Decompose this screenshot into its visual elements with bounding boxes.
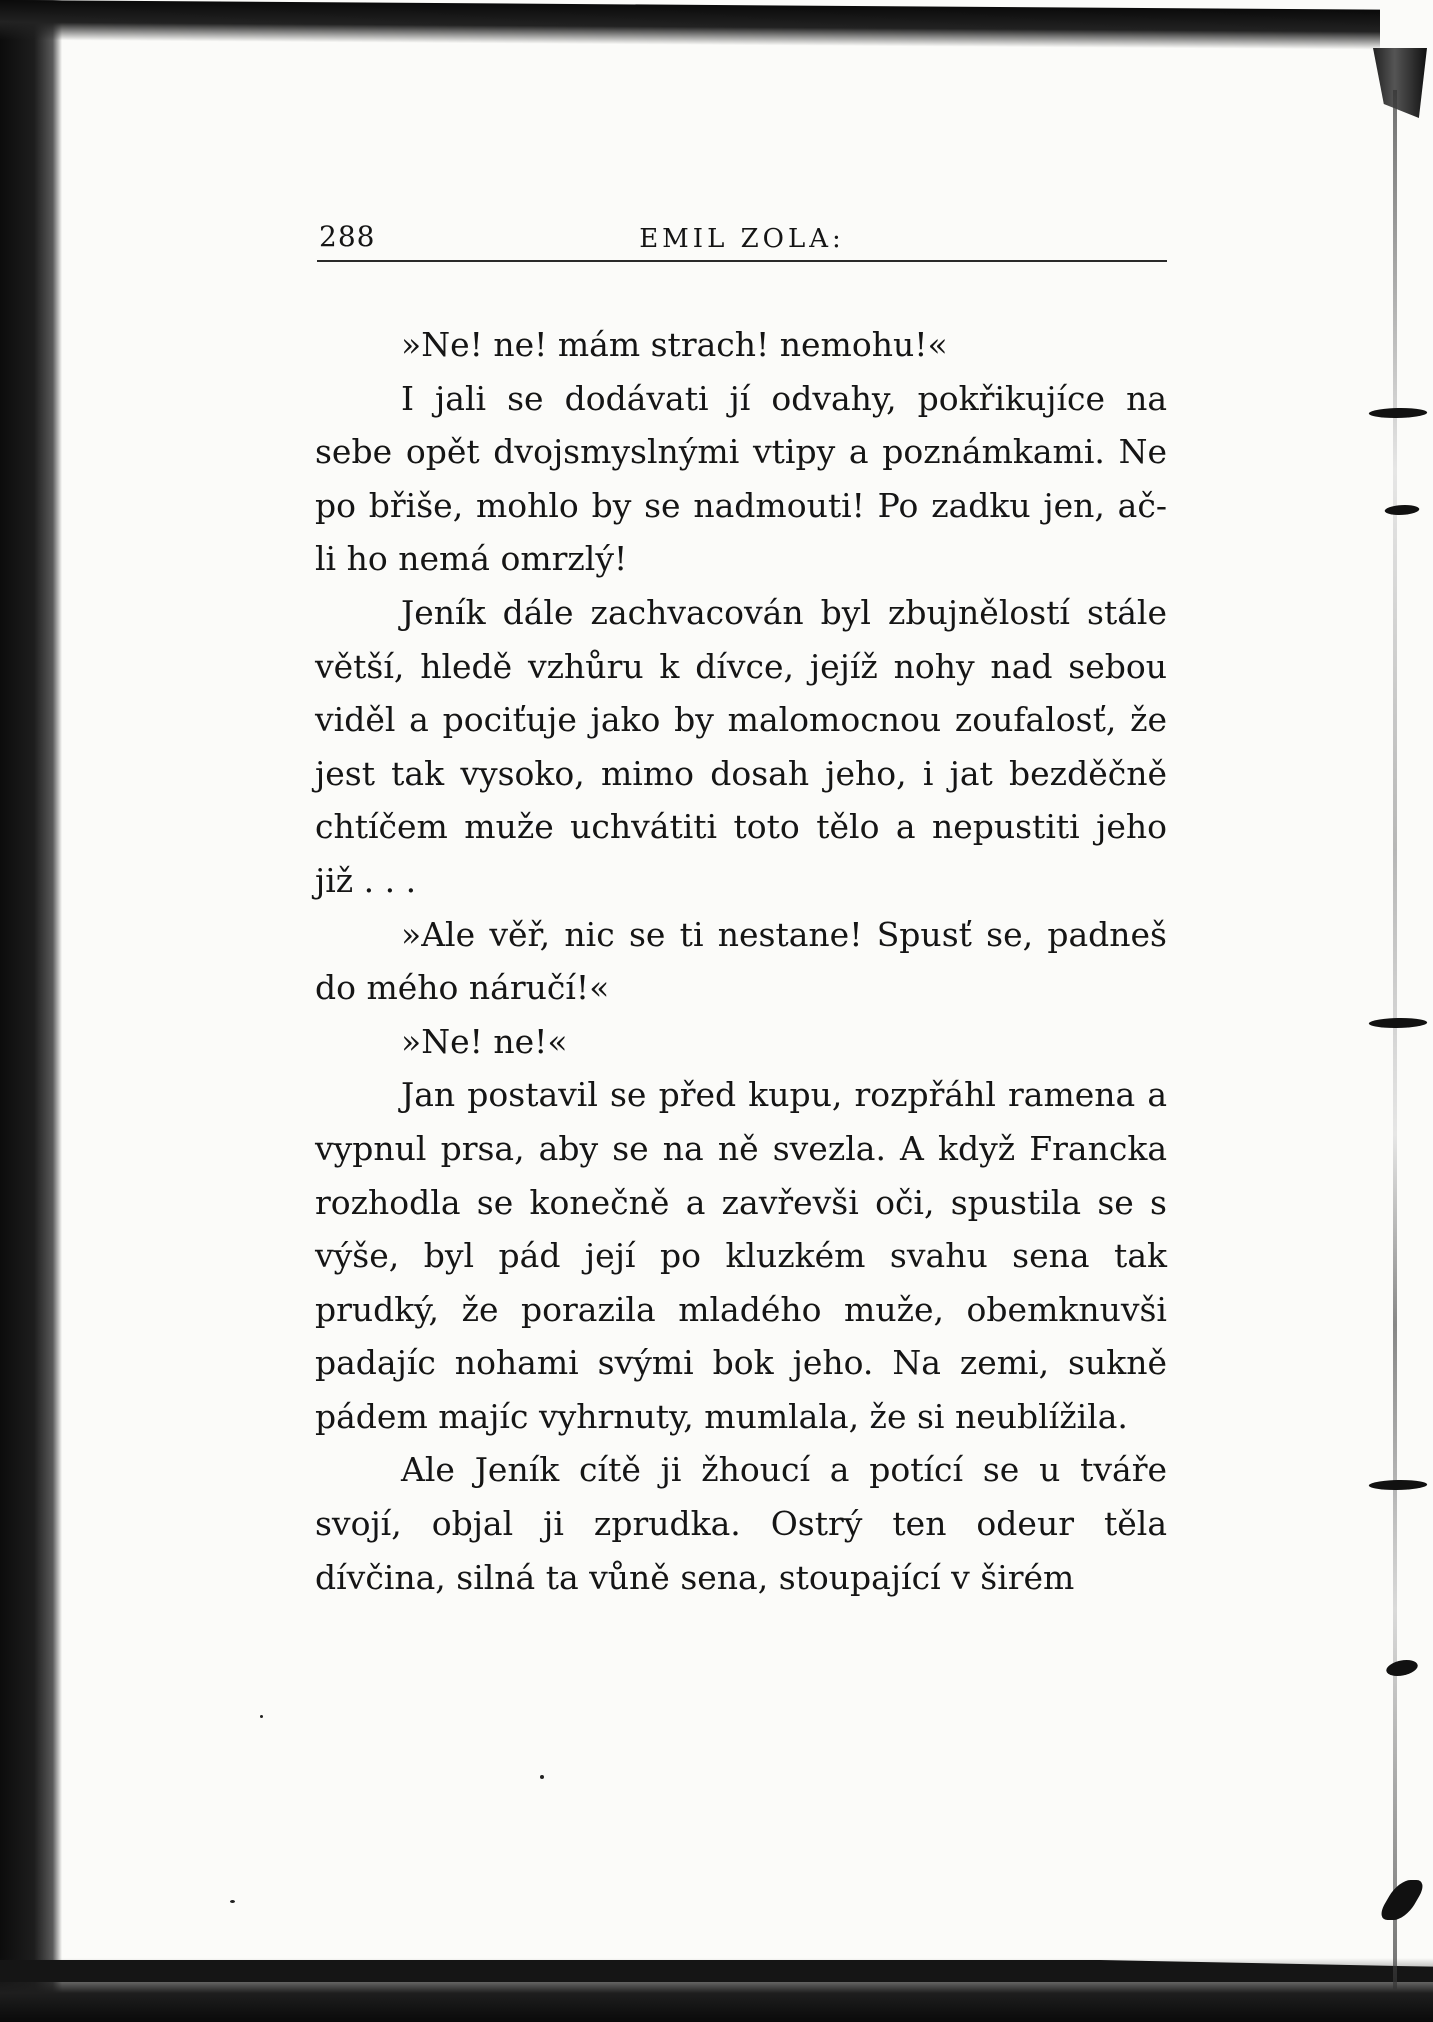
paragraph: Jan postavil se před kupu, rozpřáhl ramena a vypnul prsa, aby se na ně svezla. A když Francka rozhodla se konečně a zavřevši oči, spustila se s výše, byl pád její po kluzkém svahu sena tak prudký, že porazila mladého muže, obemknuvši padajíc nohami svými bok jeho. Na zemi, sukně pádem majíc vyhrnuty, mumlala, že si neublížila.: [315, 1075, 1167, 1436]
binding-top-mark: [1373, 48, 1427, 118]
binding-mark: [1366, 1018, 1430, 1028]
scan-border-left: [0, 0, 62, 2022]
paper-speck: [260, 1715, 263, 1718]
scan-shadow-bottom: [0, 1960, 1433, 1982]
paragraph: »Ale věř, nic se ti nestane! Spusť se, padneš do mého náručí!«: [315, 914, 1167, 1008]
body-text: [315, 318, 1167, 1604]
binding-gutter-line: [1393, 90, 1397, 1990]
scan-border-top: [0, 0, 1380, 50]
running-head: EMIL ZOLA:: [639, 224, 845, 254]
binding-mark: [1382, 1660, 1421, 1676]
binding-mark: [1375, 1880, 1428, 1920]
paragraph: »Ne! ne! mám strach! nemohu!«: [401, 325, 948, 364]
paragraph: Jeník dále zachvacován byl zbujnělostí stále větší, hledě vzhůru k dívce, jejíž nohy nad sebou viděl a pociťuje jako by malomocnou zoufalosť, že jest tak vysoko, mimo dosah jeho, i jat bezděčně chtíčem muže uchvátiti toto tělo a nepustiti jeho již . . .: [315, 592, 1167, 900]
page-number: 288: [319, 220, 376, 253]
page-header: [317, 214, 1167, 262]
paper-speck: [540, 1775, 544, 1779]
binding-mark: [1382, 505, 1422, 515]
binding-mark: [1366, 1480, 1430, 1490]
paper-speck: [230, 1900, 235, 1903]
paragraph: I jali se dodávati jí odvahy, pokřikujíce na sebe opět dvojsmyslnými vtipy a poznámkami. Ne po břiše, mohlo by se nadmouti! Po zadku jen, ač-li ho nemá omrzlý!: [315, 378, 1167, 579]
binding-mark: [1366, 408, 1430, 418]
paragraph: Ale Jeník cítě ji žhoucí a potící se u tváře svojí, objal ji zprudka. Ostrý ten odeur těla dívčina, silná ta vůně sena, stoupající v širém: [315, 1450, 1167, 1597]
page-binding: [1363, 0, 1433, 2022]
paragraph: »Ne! ne!«: [401, 1021, 568, 1061]
